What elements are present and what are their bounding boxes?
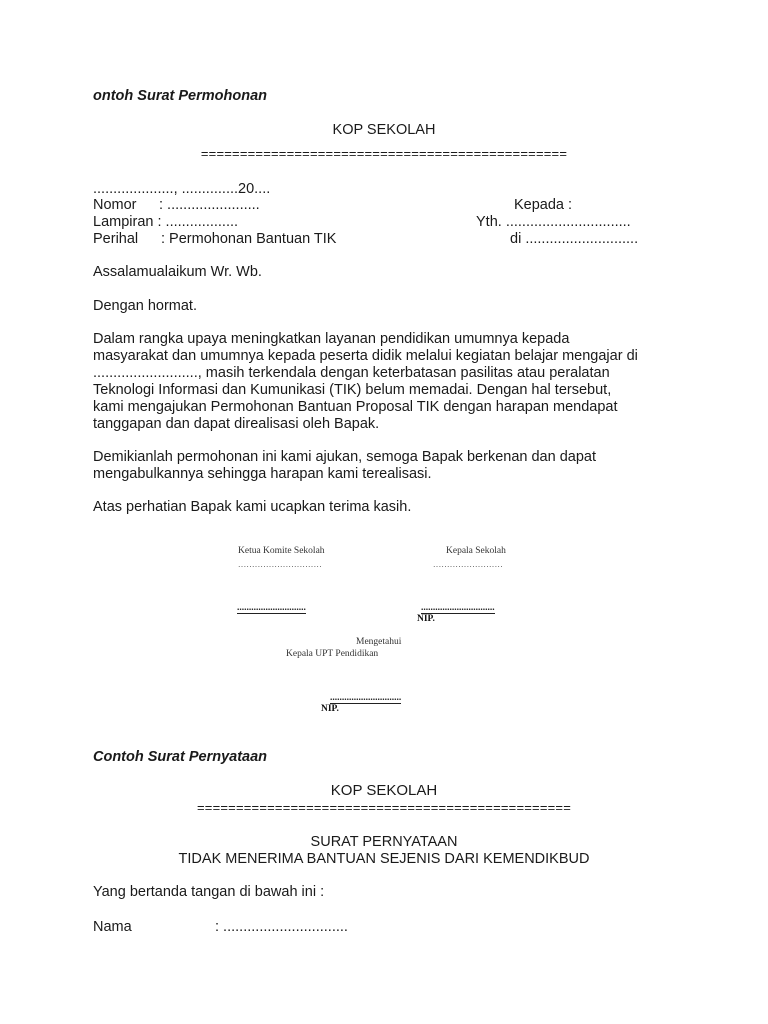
upt-title: Kepala UPT Pendidikan — [286, 649, 379, 659]
body1-line: .........................., masih terkendala dengan keterbatasan pasilitas atau peralatan — [93, 365, 610, 381]
komite-name-line: ............................. — [237, 603, 306, 613]
kepala-nip: NIP. — [417, 614, 435, 624]
yth-line: Yth. ............................... — [476, 214, 631, 230]
kepala-title: Kepala Sekolah — [446, 546, 506, 556]
surat-pernyataan-title: SURAT PERNYATAAN — [310, 834, 458, 850]
date-line: ...................., ..............20.... — [93, 181, 271, 197]
body1-line: tanggapan dan dapat direalisasi oleh Bapak. — [93, 416, 380, 432]
section-heading-permohonan: ontoh Surat Permohonan — [93, 88, 267, 104]
body1-line: kami mengajukan Permohonan Bantuan Proposal TIK dengan harapan mendapat — [93, 399, 618, 415]
kepada-label: Kepada : — [514, 197, 573, 213]
kop-sekolah-title: KOP SEKOLAH — [332, 122, 436, 138]
perihal-label: Perihal — [93, 231, 139, 247]
closing-text: Atas perhatian Bapak kami ucapkan terima kasih. — [93, 499, 412, 515]
nomor-label: Nomor — [93, 197, 137, 213]
salam-text: Assalamualaikum Wr. Wb. — [93, 264, 262, 280]
komite-dots: .............................. — [238, 559, 323, 569]
kepala-dots: ......................... — [433, 559, 504, 569]
surat-pernyataan-subtitle: TIDAK MENERIMA BANTUAN SEJENIS DARI KEMENDIKBUD — [178, 851, 590, 867]
komite-title: Ketua Komite Sekolah — [238, 546, 325, 556]
body-paragraph-2 — [93, 449, 693, 483]
kop-divider: =============================================== — [200, 146, 568, 161]
nama-value: : ............................... — [215, 919, 348, 935]
body1-line: masyarakat dan umumnya kepada peserta didik melalui kegiatan belajar mengajar di — [93, 348, 638, 364]
kop-divider-2: ================================================ — [196, 800, 571, 815]
mengetahui-label: Mengetahui — [356, 637, 402, 647]
nama-label: Nama — [93, 919, 132, 935]
kop-sekolah-title-2: KOP SEKOLAH — [330, 782, 438, 799]
nomor-value: : ....................... — [159, 197, 260, 213]
body1-line: Teknologi Informasi dan Kumunikasi (TIK) belum memadai. Dengan hal tersebut, — [93, 382, 612, 398]
hormat-text: Dengan hormat. — [93, 298, 197, 314]
body-paragraph-1 — [93, 331, 693, 433]
intro-text: Yang bertanda tangan di bawah ini : — [93, 884, 325, 900]
section-heading-pernyataan: Contoh Surat Pernyataan — [93, 749, 268, 765]
perihal-value: : Permohonan Bantuan TIK — [161, 231, 337, 247]
body1-line: Dalam rangka upaya meningkatkan layanan pendidikan umumnya kepada — [93, 331, 570, 347]
body2-line: mengabulkannya sehingga harapan kami terealisasi. — [93, 466, 432, 482]
upt-name-line: .............................. — [330, 693, 402, 703]
upt-nip: NIP. — [321, 704, 339, 714]
di-line: di ............................ — [510, 231, 639, 247]
body2-line: Demikianlah permohonan ini kami ajukan, semoga Bapak berkenan dan dapat — [93, 449, 596, 465]
kepala-name-line: ............................... — [421, 603, 495, 613]
lampiran-line: Lampiran : .................. — [93, 214, 239, 230]
